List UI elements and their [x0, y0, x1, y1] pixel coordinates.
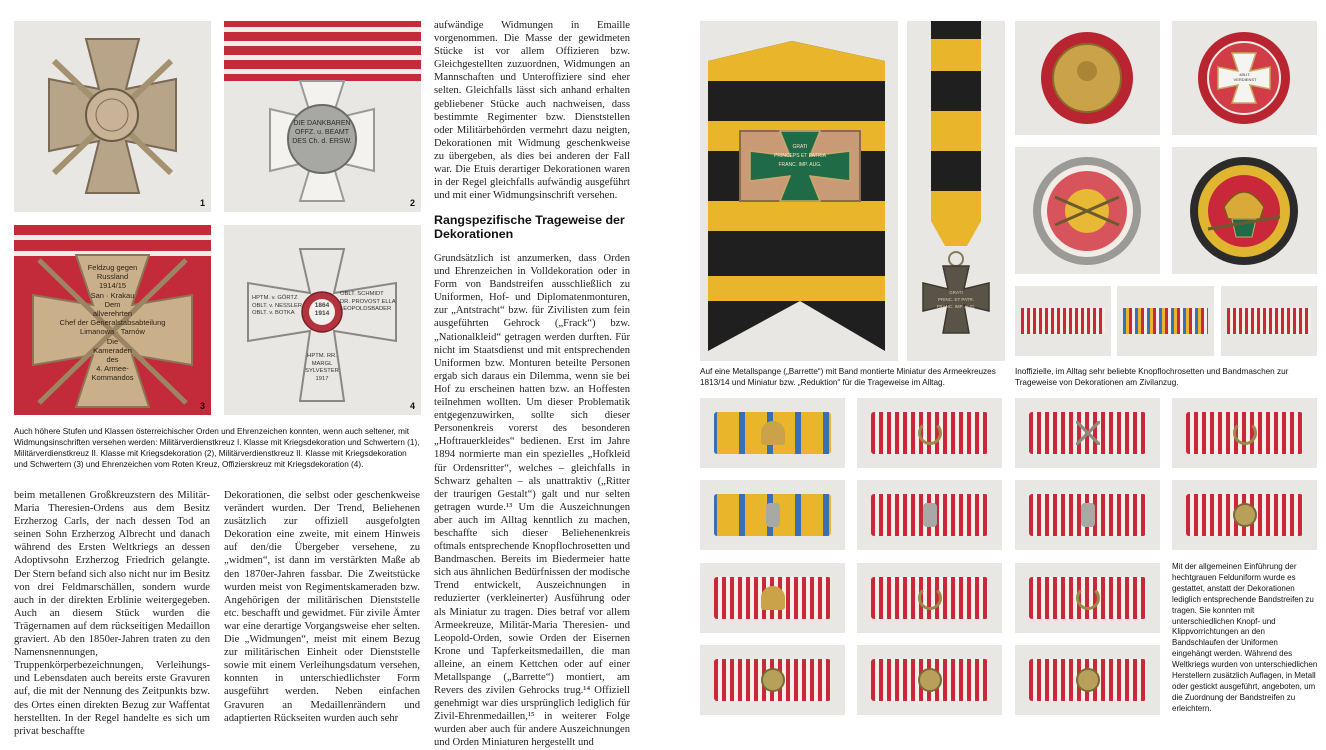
photo-rosette-crown — [1172, 147, 1317, 274]
engraving-text: HPTM. RR. MARGL SYLVESTER 1917 — [305, 353, 339, 382]
button-icon — [918, 668, 942, 692]
photo-ribbon-bar — [857, 398, 1002, 468]
engraving-text: GRATI PRINC. ET PATR. FRANC. IMP. AUG. — [936, 290, 976, 309]
swords-icon — [1076, 421, 1100, 445]
engraving-text: GRATI PRINCEPS ET PATRIA FRANC. IMP. AUG. — [774, 144, 826, 168]
photo-barrette-army-cross — [700, 21, 898, 361]
figure-number: 4 — [409, 401, 415, 411]
badge-text: MILIT. VERDIENST — [1233, 72, 1257, 82]
photo-ribbon-bar — [700, 563, 845, 633]
photo-miniature-army-cross — [907, 21, 1005, 361]
figure-3-dedicated-cross — [14, 225, 211, 415]
figure-1-military-merit-cross — [14, 21, 211, 212]
figure-number: 1 — [199, 198, 205, 208]
laurel-wreath-icon — [918, 421, 942, 445]
photo-ribbon-bar — [1015, 480, 1160, 550]
photo-rosette-portrait — [1015, 21, 1160, 135]
photo-ribbon-bar — [857, 480, 1002, 550]
photo-ribbon-bar — [700, 480, 845, 550]
photo-ribbon-bar — [700, 398, 845, 468]
button-icon — [1015, 21, 1160, 135]
figure-caption: Auch höhere Stufen und Klassen österreichischer Orden und Ehrenzeichen konnten, wenn auch seltener, mit Widmungsinschriften versehen werden: Militärverdienstkreuz I. Klasse mit Kriegsdekoration und Schwertern (1), Militärverdienstkreuz II. Klasse mit Kriegsdekoration (2), Militärverdienstkreuz II. Klasse mit Kriegsdekoration und Schwertern (3) und Ehrenzeichen vom Roten Kreuz, Offizierskreuz mit Kriegsdekoration (4). — [14, 427, 420, 469]
laurel-wreath-icon — [918, 586, 942, 610]
laurel-wreath-icon — [1076, 586, 1100, 610]
cross-medal-icon — [907, 21, 1005, 361]
section-heading: Rangspezifische Trageweise der Dekorationen — [434, 213, 625, 241]
engraving-text: 1864 1914 — [314, 302, 330, 317]
cross-medal-icon — [224, 225, 421, 415]
photo-ribbon-bar — [1015, 645, 1160, 715]
laurel-wreath-icon — [1233, 421, 1257, 445]
photo-rosette-merit-cross — [1172, 21, 1317, 135]
figure-4-red-cross-decoration — [224, 225, 421, 415]
photo-ribbon-bar — [1172, 480, 1317, 550]
crown-icon — [761, 586, 785, 610]
photo-ribbon-bar — [1015, 398, 1160, 468]
clip-icon — [923, 503, 937, 527]
caption-rosettes: Inoffizielle, im Alltag sehr beliebte Knopflochrosetten und Bandmaschen zur Trageweise von Dekorationen am Zivilanzug. — [1015, 367, 1289, 387]
cross-medal-icon — [224, 21, 421, 212]
photo-ribbon-bar — [1172, 398, 1317, 468]
engraving-text: OBLT. SCHMIDT DR. PROVOST ELLA LEOPOLDSBADER — [340, 291, 396, 313]
button-icon — [1076, 668, 1100, 692]
engraving-text: Feldzug gegen Russland 1914/15 San · Krakau Dem allverehrten Chef der Generalstabsabteilung Limanowa · Tarnów Die Kameraden des 4. Armee- Kommandos — [59, 263, 166, 383]
body-column-3-bottom: Grundsätzlich ist anzumerken, dass Orden und Ehrenzeichen in Volldekoration oder in Form von Bandstreifen ausschließlich zu Uniformen, Hof- und Diplomatenmonturen, zur „Antstracht“ bzw. für Zivilisten zum fein ausgeführten Gehrock („Frack“) bzw. „Nationalkleid“ getragen werden durften. Für nicht im Staatsdienst und mit entsprechenden Uniformen bzw. Monturen beteilte Personen ergab sich daraus ein Dilemma, wenn sie bei Hof zu erscheinen hatten bzw. an Hoffesten teilnehmen wollten. Um dieser Problematik entgegenzuwirken, sollte sich dieser Personenkreis vorerst des besonderen „Hoftrauerkleides“ bedienen. Erst im Jahre 1894 normierte man ein spezielles „Hofkleid für Ordensritter“, welches – gleichfalls in Schwarz gehalten – als unattraktiv („Ritter der traurigen Gestalt“) galt und nur selten getragen wurde.¹³ Um die Auszeichnungen aber auch im Alltag kenntlich zu machen, beschaffte sich dieser Beliehenenkreis oftmals entsprechende Knopflochrosetten und Bandmaschen. Bereits im Biedermeier hatte sich aus ähnlichen Bedürfnissen der modische Trend entwickelt, Auszeichnungen in reduzierter (verkleinerter) Ausführung oder als Miniatur zu tragen. Dies betraf vor allem Armeekreuze, Militär-Maria Theresien- und Leopold-Orden, sowie Orden der Eisernen Krone und Tapferkeitsmedaillen, die man alleine, an einem Kettchen oder auf einer Metallspange („Barrette“) montiert, am Revers des zivilen Gehrocks trug.¹⁴ Offiziell genehmigt war dies ursprünglich lediglich für Zivil-Ehrenmedaillen,¹⁵ in weiterer Folge wurden aber auch für andere Auszeichnungen und Orden Miniaturen hergestellt und — [434, 253, 630, 749]
caption-field-uniform: Mit der allgemeinen Einführung der hechtgrauen Felduniform wurde es gestattet, anstatt der Dekorationen lediglich entsprechende Bandstreifen zu tragen. Sie konnten mit unterschiedlichen Knopf- und Klippvorrichtungen an den Bandschlaufen der Uniformen eingehängt werden. Während des Weltkriegs wurden von unterschiedlichen Herstellern zusätzlich Auflagen, in Metall oder gestickt ausgeführt, angeboten, um die Zuordnung der Bandstreifen zu erleichtern. — [1172, 562, 1318, 713]
ribbon-bar-icon — [700, 21, 898, 361]
clip-icon — [1081, 503, 1095, 527]
photo-ribbon-bar — [857, 563, 1002, 633]
body-column-1: beim metallenen Großkreuzstern des Militär-Maria Theresien-Ordens aus dem Besitz Erzherzog Carls, der nach dessen Tod an seinen Sohn Erzherzog Albrecht und danach während des Ersten Weltkriegs an dessen Adoptivsohn Erzherzog Friedrich gelangte. Der Stern befand sich also nicht nur im Besitz von drei Feldmarschällen, sondern wurde auch in der direkten Erblinie weitergegeben. Auch an diesem Stück wurden die Trägernamen auf dem rückseitigen Medaillon graviert. Ab den 1850er-Jahren traten zu den Namensnennungen, Truppenkörperbezeichnungen, Verleihungs- und Lebensdaten auch bereits erste Gravuren auf, die mit der Nennung des Zeitpunkts bzw. des Ortes einen direkten Bezug zur Waffentat herstellten. In der Regel handelte es sich um privat beschaffte — [14, 490, 210, 737]
button-icon — [761, 668, 785, 692]
photo-ribbon-bow-1 — [1015, 286, 1111, 356]
body-column-3-top: aufwändige Widmungen in Emaille vorgenommen. Die Masse der gewidmeten Stücke ist vor allem Offizieren bzw. Gleichgestellten zuzuordnen, Widmungen an Mannschaften und Unteroffiziere sind eher selten. Gleichfalls lässt sich anhand erhalten gebliebener Stücke auch nachweisen, dass bestimmte Regimenter bzw. Dienststellen oder Militärbehörden vermehrt dazu neigten, Dekorationen mit Widmung geschenkweise zu übergeben, als dies bei anderen der Fall war. Die Etuis derartiger Dekorationen waren in der Regel gleichfalls aufwändig ausgeführt und mit einer Widmungsinschrift versehen. — [434, 20, 630, 202]
clip-icon — [766, 503, 780, 527]
photo-rosette-swords — [1015, 147, 1160, 274]
photo-ribbon-bar — [1015, 563, 1160, 633]
photo-ribbon-bar — [700, 645, 845, 715]
engraving-text: HPTM. v. GÖRTZ OBLT. v. NESSLER OBLT. v. BOTKA — [252, 295, 303, 317]
photo-ribbon-bar — [857, 645, 1002, 715]
body-column-2: Dekorationen, die selbst oder geschenkweise verändert wurden. Der Trend, Beliehenen zusätzlich zur offiziell ausgefolgten Dekoration eine zweite, mit einem Hinweis auf den/die Übergeber versehene, zu „widmen“, ist dann im verstärkten Maße ab den 1870er-Jahren fassbar. Die Zweitstücke wurden meist von Regimentskameraden bzw. Angehörigen der militärischen Dienststelle etc. beschafft und gewidmet. Für zivile Ämter war eine derartige Vorgangsweise eher selten. Die „Widmungen“, meist mit einem Bezug zur militärischen Einheit oder Dienststelle sowie mit einem Verleihungsdatum versehen, konnten in unterschiedlichster Form ausgeführt werden. Neben einfachen Gravuren an Medaillenrändern und adaptierten Rückseiten wurden auch sehr — [224, 490, 420, 724]
crown-icon — [761, 421, 785, 445]
swords-icon — [1015, 147, 1160, 274]
figure-2-military-merit-cross — [224, 21, 421, 212]
button-icon — [1233, 503, 1257, 527]
engraving-text: DIE DANKBAREN OFFZ. u. BEAMT DES Ch. d. ERSW. — [292, 120, 352, 145]
photo-ribbon-bow-3 — [1221, 286, 1317, 356]
caption-barrette: Auf eine Metallspange („Barrette“) mit Band montierte Miniatur des Armeekreuzes 1813/14 und Miniatur bzw. „Reduktion“ für die Trageweise im Alltag. — [700, 367, 996, 387]
figure-number: 3 — [199, 401, 205, 411]
cross-medal-icon — [14, 21, 211, 212]
crown-icon — [1172, 147, 1317, 274]
photo-ribbon-bow-2 — [1117, 286, 1214, 356]
figure-number: 2 — [409, 198, 415, 208]
